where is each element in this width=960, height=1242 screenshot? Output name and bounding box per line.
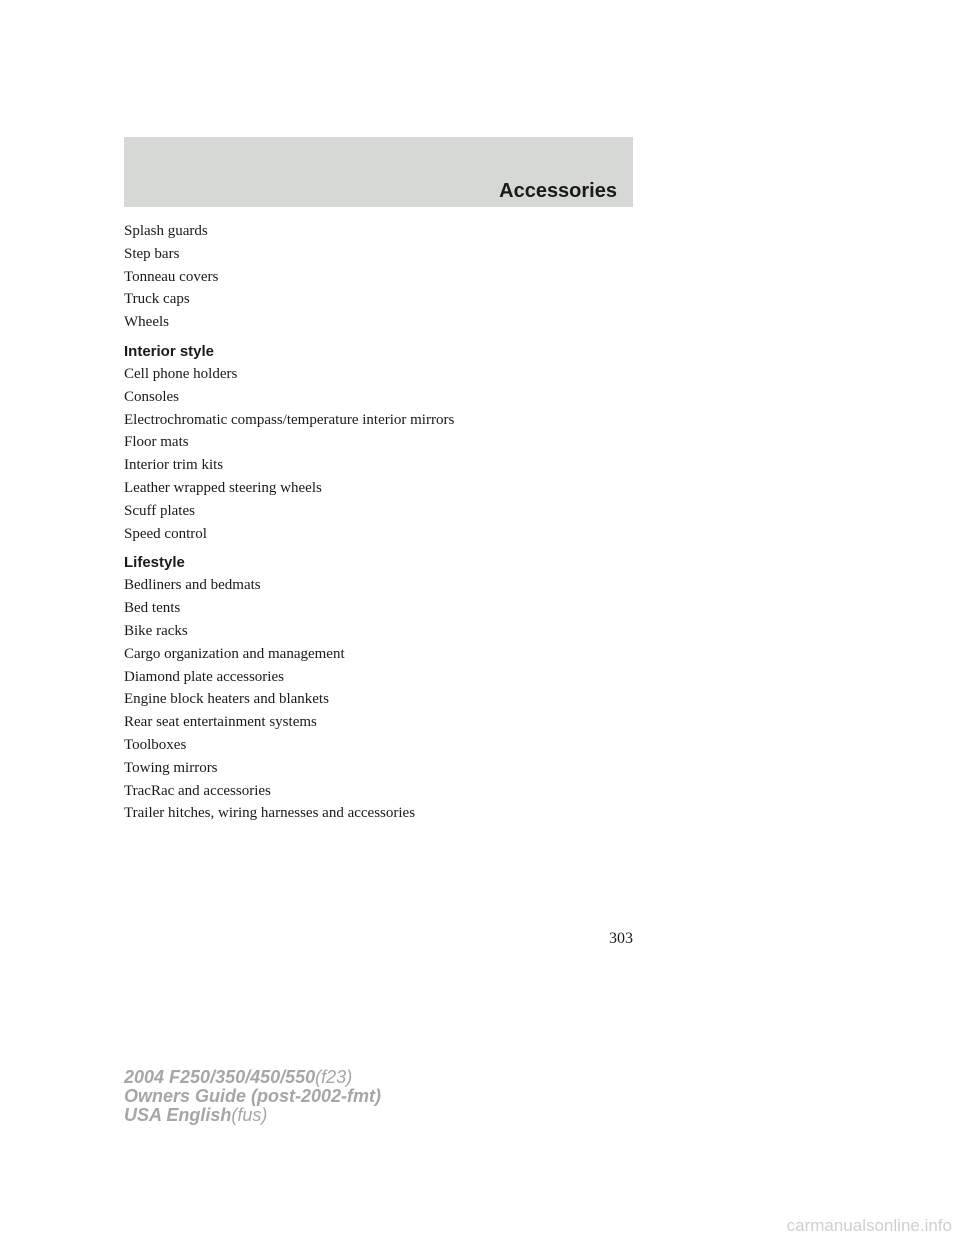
list-item: Scuff plates [124,502,195,519]
list-item: Bed tents [124,600,181,617]
list-item: Cargo organization and management [124,645,345,662]
footer-line-model [124,1068,381,1087]
list-item: Splash guards [124,223,208,239]
list-item: Floor mats [124,434,189,451]
accessory-list [124,220,644,825]
watermark: carmanualsonline.info [786,1216,952,1235]
subheading-interior-style: Interior style [124,342,215,360]
list-item: Truck caps [124,291,190,308]
list-item: Leather wrapped steering wheels [124,479,322,496]
list-item: Bike racks [124,622,188,639]
list-item: Tonneau covers [124,268,219,285]
section-title: Accessories [499,180,617,202]
list-item: Bedliners and bedmats [124,577,261,594]
list-item: Cell phone holders [124,365,238,382]
footer-model-code: (f23) [315,1067,353,1087]
list-item: Step bars [124,245,180,262]
list-item: Trailer hitches, wiring harnesses and accessories [124,805,416,822]
footer-line-guide [124,1087,381,1106]
list-item: Electrochromatic compass/temperature interior mirrors [124,411,455,428]
list-item: Wheels [124,314,169,331]
footer-language: USA English [124,1105,232,1125]
footer-language-code: (fus) [231,1105,268,1125]
list-item: Rear seat entertainment systems [124,714,317,731]
list-item: Toolboxes [124,736,187,753]
list-item: Consoles [124,388,180,405]
footer-line-language [124,1106,381,1125]
subheading-lifestyle: Lifestyle [124,554,185,572]
page-number: 303 [609,930,633,947]
list-item: Interior trim kits [124,457,224,474]
list-item: Engine block heaters and blankets [124,691,329,708]
list-item: Towing mirrors [124,759,218,776]
list-item: Speed control [124,525,207,542]
list-item: TracRac and accessories [124,782,271,799]
list-item: Diamond plate accessories [124,668,284,685]
section-header-band [124,137,633,207]
footer-guide: Owners Guide (post-2002-fmt) [124,1086,382,1106]
footer-model: 2004 F250/350/450/550 [124,1067,316,1087]
document-footer [124,1068,381,1125]
